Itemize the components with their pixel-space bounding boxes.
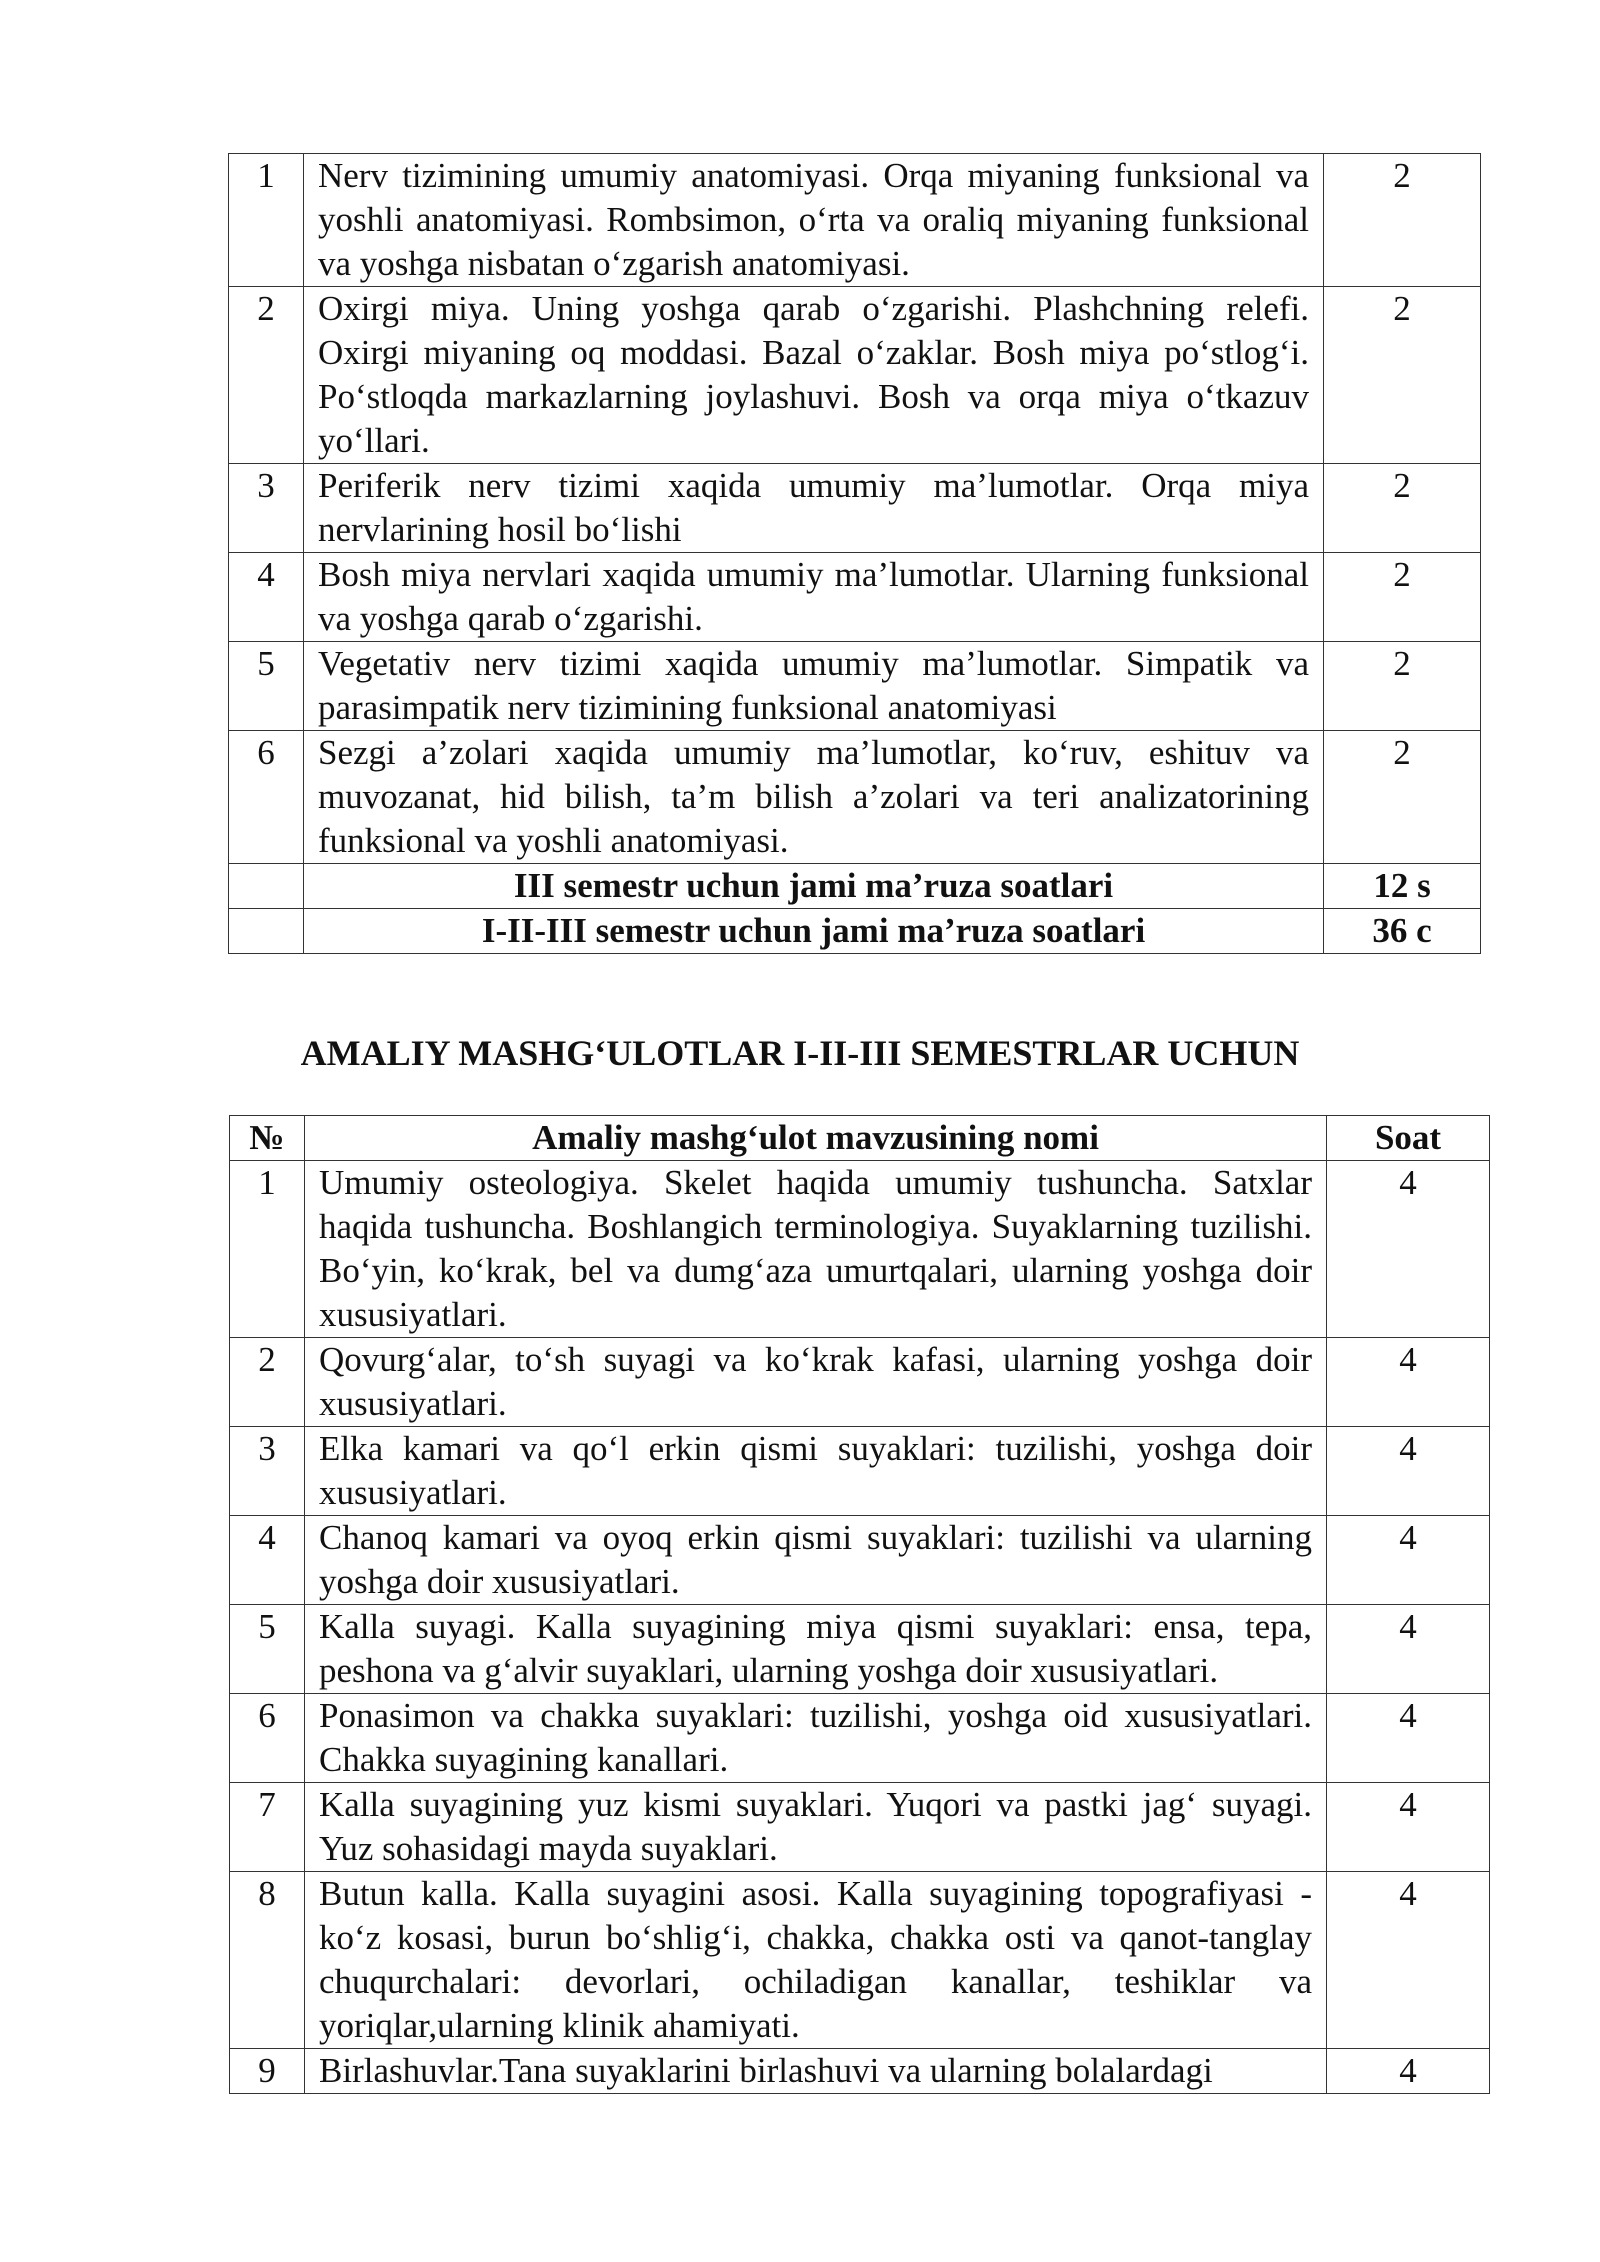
practice-topic: Umumiy osteologiya. Skelet haqida umumiy tushuncha. Satxlar haqida tushuncha. Boshlangich terminologiya. Suyaklarning tuzilishi. Bo‘yin, ko‘krak, bel va dumg‘aza umurtqalari, ularning yoshga doir xususiyatlari. <box>305 1161 1327 1338</box>
table-row <box>230 1694 1490 1783</box>
empty-cell <box>229 909 304 954</box>
practice-table <box>229 1115 1490 2094</box>
practice-hours: 4 <box>1327 1872 1490 2049</box>
practice-hours: 4 <box>1327 2049 1490 2094</box>
row-number: 1 <box>230 1161 305 1338</box>
header-topic: Amaliy mashg‘ulot mavzusining nomi <box>305 1116 1327 1161</box>
row-number: 5 <box>230 1605 305 1694</box>
practice-topic: Qovurg‘alar, to‘sh suyagi va ko‘krak kafasi, ularning yoshga doir xususiyatlari. <box>305 1338 1327 1427</box>
lecture-topic: Sezgi a’zolari xaqida umumiy ma’lumotlar, ko‘ruv, eshituv va muvozanat, hid bilish, ta’m bilish a’zolari va teri analizatorining funksional va yoshli anatomiyasi. <box>304 731 1324 864</box>
total-sem3-label: III semestr uchun jami ma’ruza soatlari <box>304 864 1324 909</box>
row-number: 3 <box>229 464 304 553</box>
row-number: 9 <box>230 2049 305 2094</box>
table-header-row <box>230 1116 1490 1161</box>
row-number: 2 <box>230 1338 305 1427</box>
practice-topic: Kalla suyagining yuz kismi suyaklari. Yuqori va pastki jag‘ suyagi. Yuz sohasidagi mayda suyaklari. <box>305 1783 1327 1872</box>
row-number: 4 <box>230 1516 305 1605</box>
table-row <box>229 731 1481 864</box>
table-row <box>230 1516 1490 1605</box>
practice-topic: Ponasimon va chakka suyaklari: tuzilishi, yoshga oid xususiyatlari. Chakka suyagining kanallari. <box>305 1694 1327 1783</box>
lecture-topic: Oxirgi miya. Uning yoshga qarab o‘zgarishi. Plashchning relefi. Oxirgi miyaning oq moddasi. Bazal o‘zaklar. Bosh miya po‘stlog‘i. Po‘stloqda markazlarning joylashuvi. Bosh va orqa miya o‘tkazuv yo‘llari. <box>304 287 1324 464</box>
table-row <box>230 1338 1490 1427</box>
lecture-table <box>228 153 1481 954</box>
practice-hours: 4 <box>1327 1694 1490 1783</box>
practice-topic: Kalla suyagi. Kalla suyagining miya qismi suyaklari: ensa, tepa, peshona va g‘alvir suyaklari, ularning yoshga doir xususiyatlari. <box>305 1605 1327 1694</box>
total-all-label: I-II-III semestr uchun jami ma’ruza soatlari <box>304 909 1324 954</box>
row-number: 7 <box>230 1783 305 1872</box>
lecture-hours: 2 <box>1324 642 1481 731</box>
header-hours: Soat <box>1327 1116 1490 1161</box>
total-row <box>229 909 1481 954</box>
total-row <box>229 864 1481 909</box>
practice-topic: Elka kamari va qo‘l erkin qismi suyaklari: tuzilishi, yoshga doir xususiyatlari. <box>305 1427 1327 1516</box>
row-number: 2 <box>229 287 304 464</box>
section-title: AMALIY MASHG‘ULOTLAR I-II-III SEMESTRLAR UCHUN <box>300 1033 1300 1073</box>
row-number: 3 <box>230 1427 305 1516</box>
row-number: 6 <box>229 731 304 864</box>
table-row <box>230 1783 1490 1872</box>
table-row <box>230 1872 1490 2049</box>
total-all-value: 36 c <box>1324 909 1481 954</box>
practice-hours: 4 <box>1327 1427 1490 1516</box>
lecture-topic: Bosh miya nervlari xaqida umumiy ma’lumotlar. Ularning funksional va yoshga qarab o‘zgarishi. <box>304 553 1324 642</box>
table-row <box>229 464 1481 553</box>
practice-topic: Butun kalla. Kalla suyagini asosi. Kalla suyagining topografiyasi - ko‘z kosasi, burun bo‘shlig‘i, chakka, chakka osti va qanot-tanglay chuqurchalari: devorlari, ochiladigan kanallar, teshiklar va yoriqlar,ularning klinik ahamiyati. <box>305 1872 1327 2049</box>
practice-topic: Birlashuvlar.Tana suyaklarini birlashuvi va ularning bolalardagi <box>305 2049 1327 2094</box>
lecture-topic: Periferik nerv tizimi xaqida umumiy ma’lumotlar. Orqa miya nervlarining hosil bo‘lishi <box>304 464 1324 553</box>
lecture-topic: Vegetativ nerv tizimi xaqida umumiy ma’lumotlar. Simpatik va parasimpatik nerv tizimining funksional anatomiyasi <box>304 642 1324 731</box>
practice-hours: 4 <box>1327 1783 1490 1872</box>
empty-cell <box>229 864 304 909</box>
lecture-hours: 2 <box>1324 731 1481 864</box>
practice-hours: 4 <box>1327 1161 1490 1338</box>
practice-hours: 4 <box>1327 1516 1490 1605</box>
row-number: 8 <box>230 1872 305 2049</box>
total-sem3-value: 12 s <box>1324 864 1481 909</box>
lecture-hours: 2 <box>1324 154 1481 287</box>
table-row <box>230 1161 1490 1338</box>
practice-hours: 4 <box>1327 1338 1490 1427</box>
lecture-topic: Nerv tizimining umumiy anatomiyasi. Orqa miyaning funksional va yoshli anatomiyasi. Rombsimon, o‘rta va oraliq miyaning funksional va yoshga nisbatan o‘zgarish anatomiyasi. <box>304 154 1324 287</box>
lecture-hours: 2 <box>1324 287 1481 464</box>
lecture-hours: 2 <box>1324 464 1481 553</box>
table-row <box>229 553 1481 642</box>
table-row <box>229 642 1481 731</box>
table-row <box>229 287 1481 464</box>
lecture-hours: 2 <box>1324 553 1481 642</box>
table-row <box>230 1605 1490 1694</box>
row-number: 4 <box>229 553 304 642</box>
row-number: 6 <box>230 1694 305 1783</box>
row-number: 1 <box>229 154 304 287</box>
practice-topic: Chanoq kamari va oyoq erkin qismi suyaklari: tuzilishi va ularning yoshga doir xususiyatlari. <box>305 1516 1327 1605</box>
table-row <box>230 2049 1490 2094</box>
table-row <box>230 1427 1490 1516</box>
practice-hours: 4 <box>1327 1605 1490 1694</box>
row-number: 5 <box>229 642 304 731</box>
table-row <box>229 154 1481 287</box>
header-number: № <box>230 1116 305 1161</box>
